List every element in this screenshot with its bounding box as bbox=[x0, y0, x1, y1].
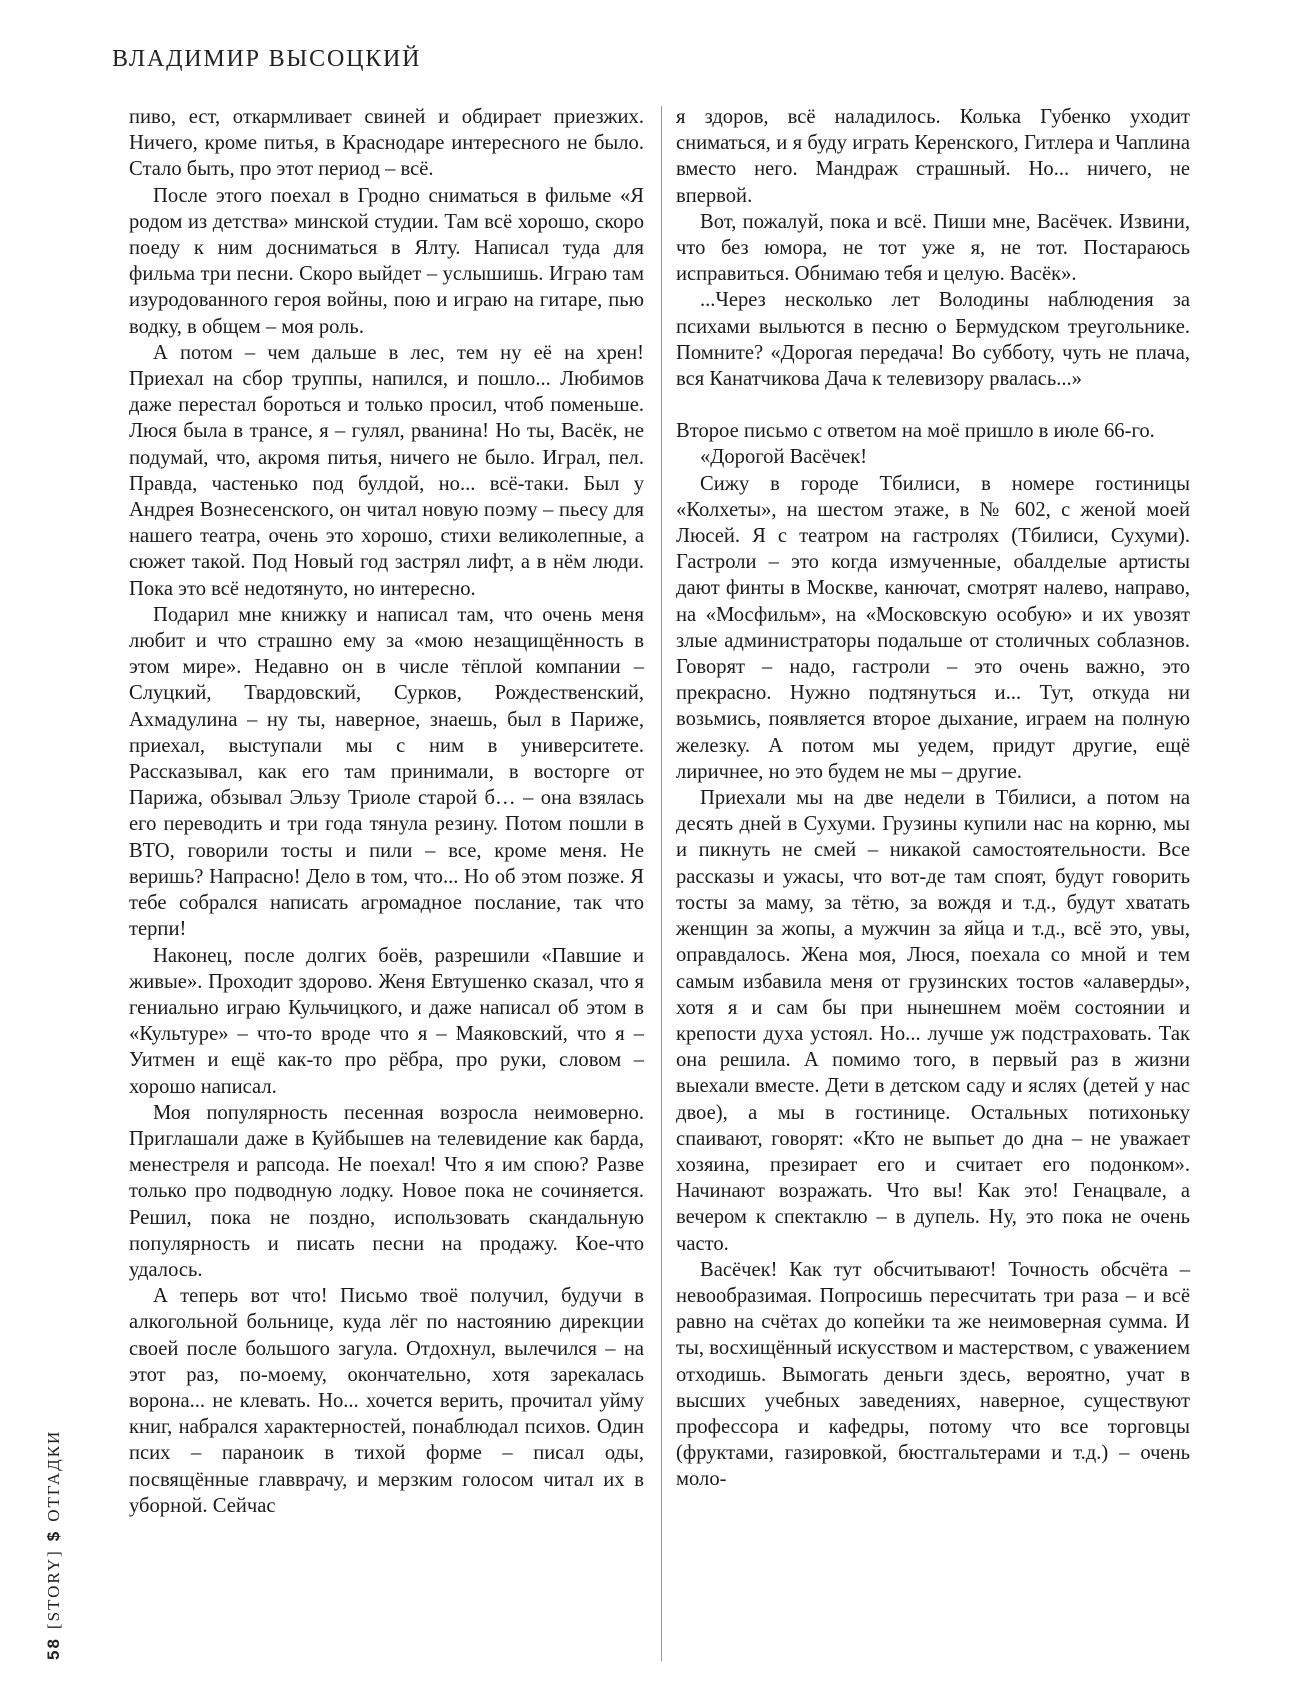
paragraph: Моя популярность песенная возросла неимоверно. Приглашали даже в Куйбышев на телевидение как барда, менестреля и рапсода. Не поехал! Что я им спою? Разве только про подводную лодку. Новое пока не сочиняется. Решил, пока не поздно, использовать скандальную популярность и писать песни на продажу. Кое-что удалось. bbox=[129, 1101, 644, 1281]
page-number: 58 bbox=[44, 1637, 63, 1660]
paragraph: А теперь вот что! Письмо твоё получил, будучи в алкогольной больнице, куда лёг по настоянию дирекции своей после большого загула. Отдохнул, вылечился – на этот раз, по-моему, окончательно, хотя зарекалась ворона... не клевать. Но... хочется верить, прочитал уйму книг, набрался характерностей, понаблюдал психов. Один псих – параноик в тихой форме – писал оды, посвящённые главврачу, и мерзким голосом читал их в уборной. Сейчас bbox=[129, 1285, 644, 1517]
paragraph: Вот, пожалуй, пока и всё. Пиши мне, Васёчек. Извини, что без юмора, не тот уже я, не тот. Постараюсь исправиться. Обнимаю тебя и целую. Васёк». bbox=[676, 210, 1190, 286]
column-divider bbox=[661, 106, 662, 1661]
paragraph: Наконец, после долгих боёв, разрешили «Павшие и живые». Проходит здорово. Женя Евтушенко сказал, что я гениально играю Кульчицкого, и даже написал об этом в «Культуре» – что-то вроде что я – Маяковский, что я – Уитмен и ещё как-то про рёбра, про руки, словом – хорошо написал. bbox=[129, 944, 644, 1098]
dollar-separator: $ bbox=[44, 1529, 63, 1542]
running-head-author: ВЛАДИМИР ВЫСОЦКИЙ bbox=[112, 46, 422, 72]
paragraph: Второе письмо с ответом на моё пришло в июле 66-го. bbox=[676, 420, 1155, 443]
paragraph: Приехали мы на две недели в Тбилиси, а потом на десять дней в Сухуми. Грузины купили нас на корню, мы и пикнуть не смей – никакой самостоятельности. Все рассказы и ужасы, что вот-де там споят, будут говорить тосты за маму, за тётю, за вождя и т.д., будут хватать женщин за жопы, а мужчин за яйца и т.д., всё это, увы, оправдалось. Жена моя, Люся, поехала со мной и тем самым избавила меня от грузинских тостов «алаверды», хотя я и сам бы при нынешнем моём состоянии и крепости духа устоял. Но... лучше уж подстраховать. Так она решила. А помимо того, в первый раз в жизни выехали вместе. Дети в детском саду и яслях (детей у нас двое), а мы в гостинице. Остальных потихоньку спаивают, говорят: «Кто не выпьет до дна – не уважает хозяина, презирает его и считает его подонком». Начинают возражать. Что вы! Как это! Генацвале, а вечером к спектаклю – в дупель. Ну, это пока не очень часто. bbox=[676, 787, 1190, 1255]
paragraph: «Дорогой Васёчек! bbox=[700, 446, 868, 469]
paragraph: Васёчек! Как тут обсчитывают! Точность обсчёта – невообразимая. Попросишь пересчитать три раза – и всё равно на счётах до копейки та же неимоверная сумма. И ты, восхищённый искусством и мастерством, с уважением отходишь. Вымогать деньги здесь, вероятно, учат в высших учебных заведениях, наверное, существуют профессора и кафедры, потому что все торговцы (фруктами, газировкой, бюстгальтерами и т.д.) – очень моло- bbox=[676, 1258, 1190, 1491]
paragraph: я здоров, всё наладилось. Колька Губенко уходит сниматься, и я буду играть Керенского, Гитлера и Чаплина вместо него. Мандраж страшный. Но... ничего, не впервой. bbox=[676, 106, 1190, 207]
paragraph: Подарил мне книжку и написал там, что очень меня любит и что страшно ему за «мою незащищённость в этом мире». Недавно он в числе тёплой компании – Слуцкий, Твардовский, Сурков, Рождественский, Ахмадулина – ну ты, наверное, знаешь, был в Париже, приехал, выступали мы с ним в университете. Рассказывал, как его там принимали, в восторге от Парижа, обзывал Эльзу Триоле старой б… – она взялась его переводить и три года тянула резину. Потом пошли в ВТО, говорили тосты и пили – все, кроме меня. Не веришь? Напрасно! Дело в том, что... Но об этом позже. Я тебе собрался написать агромадное послание, так что терпи! bbox=[129, 603, 644, 941]
text-column-left bbox=[129, 104, 644, 1519]
paragraph: ...Через несколько лет Володины наблюдения за психами выльются в песню о Бермудском треугольнике. Помните? «Дорогая передача! Во субботу, чуть не плача, вся Канатчикова Дача к телевизору рвалась...» bbox=[676, 289, 1190, 391]
text-column-right bbox=[676, 104, 1190, 1493]
folio bbox=[44, 1430, 64, 1660]
paragraph: Сижу в городе Тбилиси, в номере гостиницы «Колхеты», на шестом этаже, в № 602, с женой моей Люсей. Я с театром на гастролях (Тбилиси, Сухуми). Гастроли – это когда измученные, обалделые артисты дают финты в Москве, канючат, смотрят налево, направо, на «Мосфильм», на «Московскую особую» и их увозят злые администраторы подальше от столичных соблазнов. Говорят – надо, гастроли – это очень важно, это прекрасно. Нужно подтянуться и... Тут, откуда ни возьмись, появляется второе дыхание, играем на полную железку. А потом мы уедем, придут другие, ещё лиричнее, но это будем не мы – другие. bbox=[676, 472, 1190, 783]
paragraph: После этого поехал в Гродно сниматься в фильме «Я родом из детства» минской студии. Там всё хорошо, скоро поеду к ним досниматься в Ялту. Написал туда для фильма три песни. Скоро выйдет – услышишь. Играю там изуродованного героя войны, пою и играю на гитаре, пью водку, в общем – моя роль. bbox=[129, 184, 644, 338]
paragraph: А потом – чем дальше в лес, тем ну её на хрен! Приехал на сбор труппы, напился, и пошло... Любимов даже перестал бороться и только просил, чтоб поменьше. Люся была в трансе, я – гулял, рванина! Но ты, Васёк, не подумай, что, акромя питья, ничего не было. Играл, пел. Правда, частенько под булдой, но... всё-таки. Был у Андрея Вознесенского, он читал новую поэму – пьесу для нашего театра, очень это хорошо, стихи великолепные, а сюжет такой. Под Новый год застрял лифт, а в нём люди. Пока это всё недотянуто, но интересно. bbox=[129, 341, 644, 600]
section-name: ОТГАДКИ bbox=[44, 1429, 63, 1522]
magazine-name: [STORY] bbox=[44, 1549, 63, 1630]
paragraph: пиво, ест, откармливает свиней и обдирает приезжих. Ничего, кроме питья, в Краснодаре интересного не было. Стало быть, про этот период – всё. bbox=[129, 106, 644, 181]
